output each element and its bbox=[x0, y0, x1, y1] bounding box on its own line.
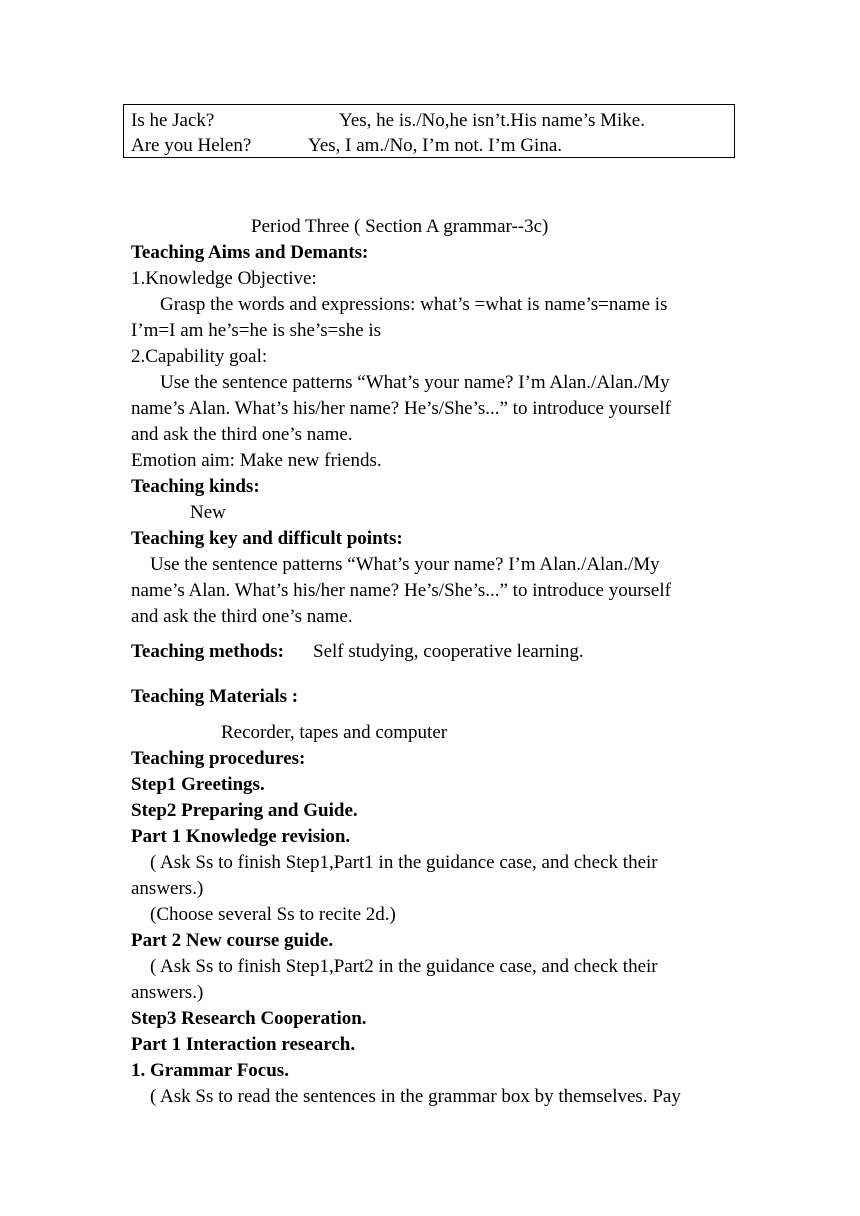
dialog-answer: Yes, I am./No, I’m not. I’m Gina. bbox=[308, 135, 563, 156]
step-heading: Step2 Preparing and Guide. bbox=[131, 800, 358, 821]
numbered-heading: 1. Grammar Focus. bbox=[131, 1060, 289, 1081]
text-line: Use the sentence patterns “What’s your name? I’m Alan./Alan./My bbox=[160, 372, 670, 393]
section-heading: Teaching procedures: bbox=[131, 748, 306, 769]
section-heading: Teaching methods: bbox=[131, 641, 284, 662]
text-line: Self studying, cooperative learning. bbox=[313, 641, 584, 662]
part-heading: Part 1 Knowledge revision. bbox=[131, 826, 351, 847]
text-line: (Choose several Ss to recite 2d.) bbox=[150, 904, 396, 925]
text-line: name’s Alan. What’s his/her name? He’s/She’s...” to introduce yourself bbox=[131, 580, 671, 601]
text-line: name’s Alan. What’s his/her name? He’s/She’s...” to introduce yourself bbox=[131, 398, 671, 419]
text-line: Recorder, tapes and computer bbox=[221, 722, 448, 743]
section-heading: Teaching Materials : bbox=[131, 686, 299, 707]
section-heading: Teaching kinds: bbox=[131, 476, 260, 497]
step-heading: Step3 Research Cooperation. bbox=[131, 1008, 367, 1029]
text-line: answers.) bbox=[131, 878, 204, 899]
text-line: Use the sentence patterns “What’s your name? I’m Alan./Alan./My bbox=[150, 554, 660, 575]
text-line: Grasp the words and expressions: what’s =what is name’s=name is bbox=[160, 294, 668, 315]
part-heading: Part 1 Interaction research. bbox=[131, 1034, 356, 1055]
text-line: ( Ask Ss to finish Step1,Part1 in the guidance case, and check their bbox=[150, 852, 658, 873]
text-line: 2.Capability goal: bbox=[131, 346, 268, 367]
part-heading: Part 2 New course guide. bbox=[131, 930, 334, 951]
text-line: I’m=I am he’s=he is she’s=she is bbox=[131, 320, 382, 341]
dialog-question: Is he Jack? bbox=[131, 110, 215, 131]
text-line: ( Ask Ss to finish Step1,Part2 in the guidance case, and check their bbox=[150, 956, 658, 977]
section-heading: Teaching Aims and Demants: bbox=[131, 242, 369, 263]
text-line: Emotion aim: Make new friends. bbox=[131, 450, 382, 471]
text-line: 1.Knowledge Objective: bbox=[131, 268, 317, 289]
text-line: New bbox=[190, 502, 226, 523]
grammar-dialog-box bbox=[123, 104, 735, 158]
text-line: ( Ask Ss to read the sentences in the grammar box by themselves. Pay bbox=[150, 1086, 681, 1107]
dialog-question: Are you Helen? bbox=[131, 135, 252, 156]
period-title: Period Three ( Section A grammar--3c) bbox=[251, 216, 549, 237]
section-heading: Teaching key and difficult points: bbox=[131, 528, 403, 549]
dialog-answer: Yes, he is./No,he isn’t.His name’s Mike. bbox=[339, 110, 645, 131]
text-line: and ask the third one’s name. bbox=[131, 424, 353, 445]
text-line: and ask the third one’s name. bbox=[131, 606, 353, 627]
step-heading: Step1 Greetings. bbox=[131, 774, 265, 795]
text-line: answers.) bbox=[131, 982, 204, 1003]
